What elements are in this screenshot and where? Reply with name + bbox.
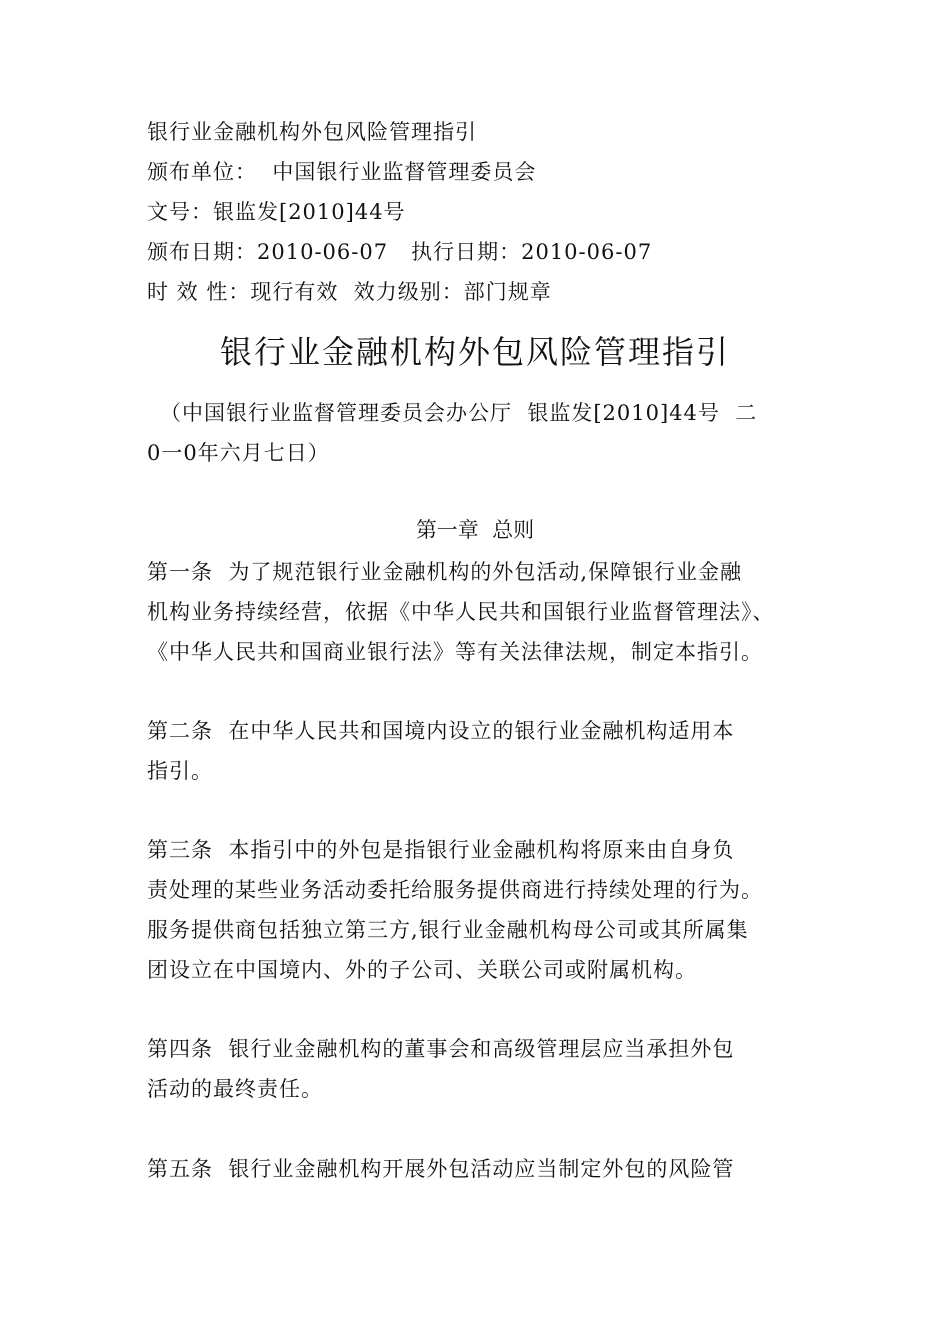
article-4-line-2: 活动的最终责任。 [147, 1077, 323, 1101]
meta-doc-number: 文号：银监发[2010]44号 [147, 200, 406, 224]
meta-validity: 时 效 性：现行有效 效力级别：部门规章 [147, 280, 552, 304]
article-2-line-2: 指引。 [147, 759, 213, 783]
article-5-line-1: 第五条 银行业金融机构开展外包活动应当制定外包的风险管 [147, 1157, 735, 1181]
meta-issuer: 颁布单位： 中国银行业监督管理委员会 [147, 160, 537, 184]
article-1-line-2: 机构业务持续经营，依据《中华人民共和国银行业监督管理法》、 [147, 600, 775, 624]
article-4-line-1: 第四条 银行业金融机构的董事会和高级管理层应当承担外包 [147, 1037, 735, 1061]
article-1-line-3: 《中华人民共和国商业银行法》等有关法律法规，制定本指引。 [147, 640, 763, 664]
article-3-line-2: 责处理的某些业务活动委托给服务提供商进行持续处理的行为。 [147, 878, 763, 902]
article-1-line-1: 第一条 为了规范银行业金融机构的外包活动,保障银行业金融 [147, 560, 743, 584]
article-3-line-1: 第三条 本指引中的外包是指银行业金融机构将原来由自身负 [147, 838, 735, 862]
article-3-line-4: 团设立在中国境内、外的子公司、关联公司或附属机构。 [147, 958, 697, 982]
article-2-line-1: 第二条 在中华人民共和国境内设立的银行业金融机构适用本 [147, 719, 735, 743]
subtitle-line-2: 0一0年六月七日） [147, 441, 330, 465]
chapter-heading: 第一章 总则 [415, 518, 535, 542]
meta-dates: 颁布日期：2010-06-07 执行日期：2010-06-07 [147, 240, 653, 264]
article-3-line-3: 服务提供商包括独立第三方,银行业金融机构母公司或其所属集 [147, 918, 749, 942]
subtitle-line-1: （中国银行业监督管理委员会办公厅 银监发[2010]44号 二 [160, 401, 758, 425]
meta-title-line: 银行业金融机构外包风险管理指引 [147, 120, 477, 144]
document-title: 银行业金融机构外包风险管理指引 [219, 333, 730, 371]
